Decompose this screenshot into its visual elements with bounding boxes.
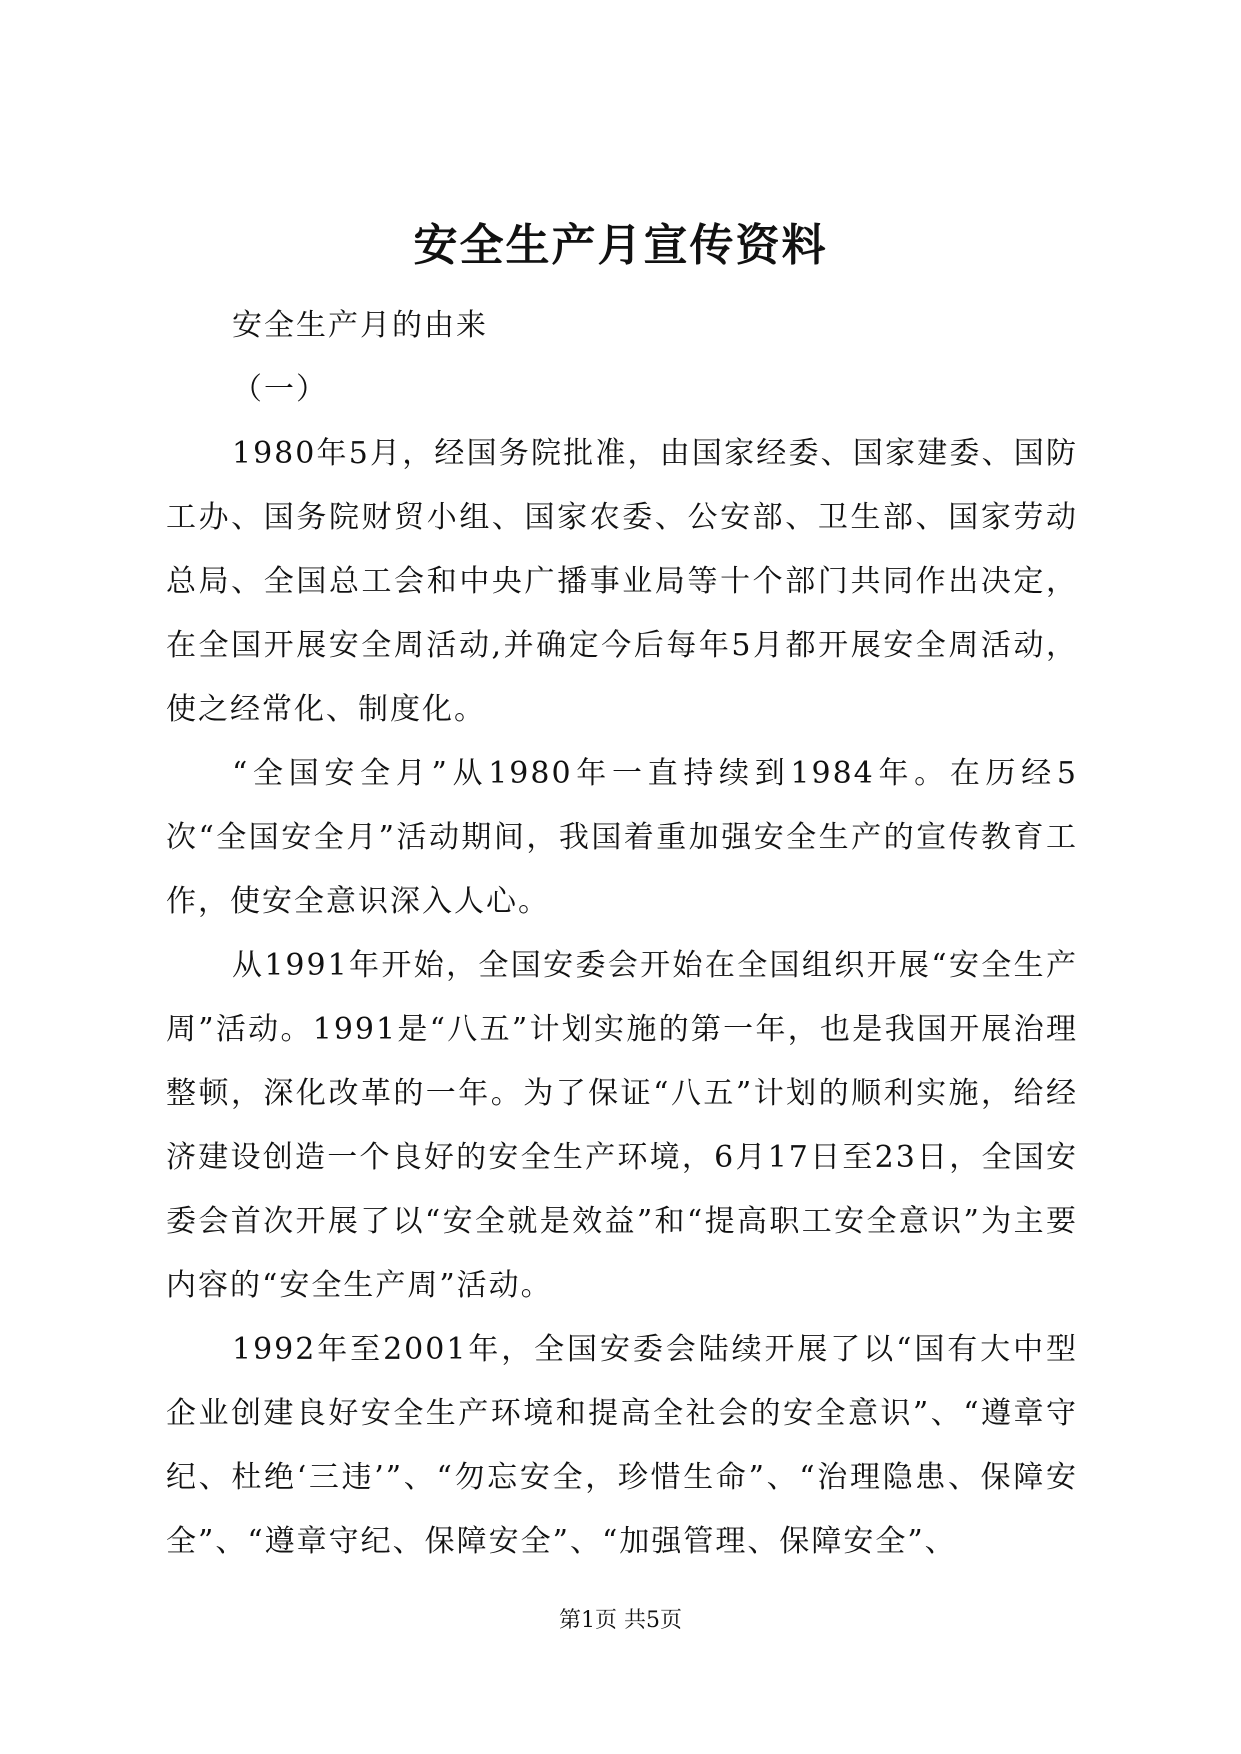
body-paragraph: “全国安全月”从1980年一直持续到1984年。在历经5次“全国安全月”活动期间，我国着重加强安全生产的宣传教育工作，使安全意识深入人心。 (166, 756, 1078, 919)
section-heading: 安全生产月的由来 (232, 308, 488, 343)
document-title: 安全生产月宣传资料 (413, 220, 828, 271)
subsection-marker: （一） (232, 372, 328, 407)
document-body (166, 294, 1078, 1574)
body-paragraph: 1992年至2001年，全国安委会陆续开展了以“国有大中型企业创建良好安全生产环境和提高全社会的安全意识”、“遵章守纪、杜绝‘三违’”、“勿忘安全，珍惜生命”、“治理隐患、保障安全”、“遵章守纪、保障安全”、“加强管理、保障安全”、 (166, 1332, 1078, 1559)
body-paragraph: 1980年5月，经国务院批准，由国家经委、国家建委、国防工办、国务院财贸小组、国家农委、公安部、卫生部、国家劳动总局、全国总工会和中央广播事业局等十个部门共同作出决定，在全国开展安全周活动,并确定今后每年5月都开展安全周活动，使之经常化、制度化。 (166, 436, 1078, 727)
body-paragraph: 从1991年开始，全国安委会开始在全国组织开展“安全生产周”活动。1991是“八五”计划实施的第一年，也是我国开展治理整顿，深化改革的一年。为了保证“八五”计划的顺利实施，给经济建设创造一个良好的安全生产环境，6月17日至23日，全国安委会首次开展了以“安全就是效益”和“提高职工安全意识”为主要内容的“安全生产周”活动。 (166, 948, 1078, 1303)
page-number-footer: 第1页 共5页 (559, 1608, 682, 1633)
